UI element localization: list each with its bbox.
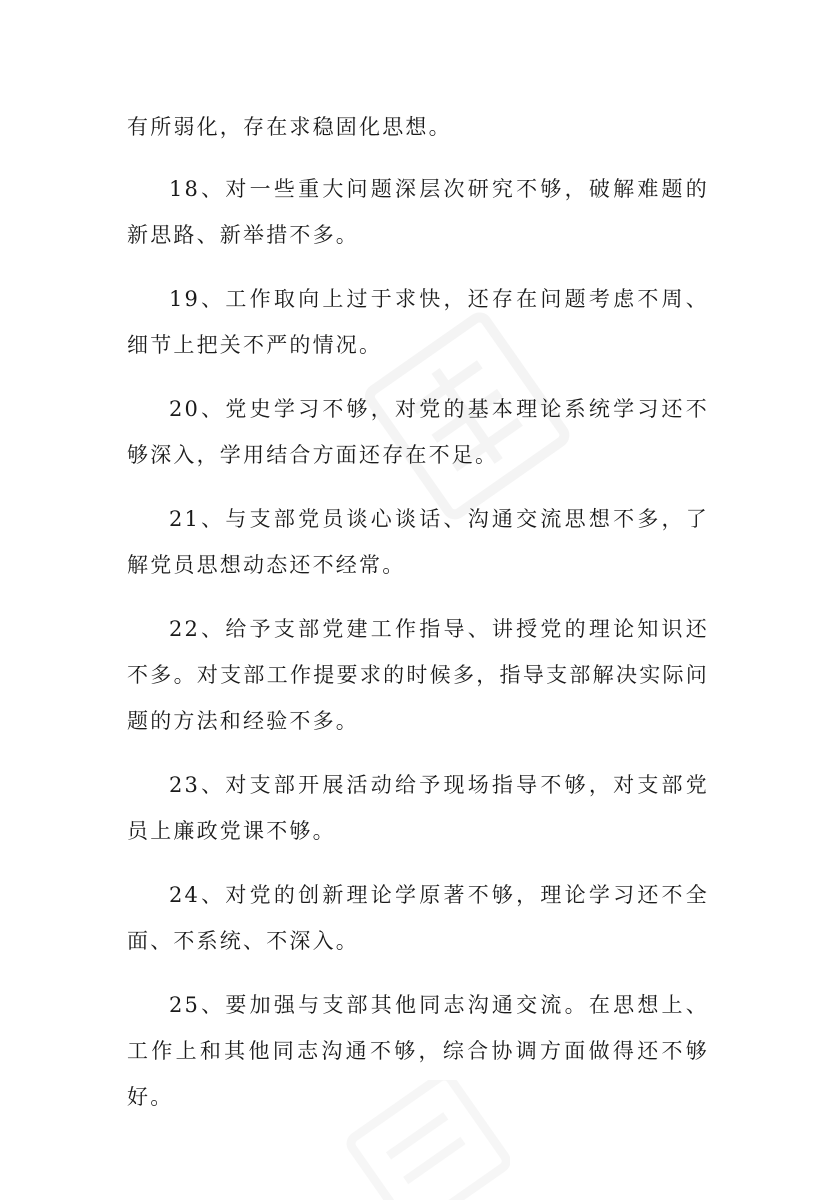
paragraph-item-21: 21、与支部党员谈心谈话、沟通交流思想不多，了解党员思想动态还不经常。 <box>127 507 709 577</box>
paragraph-item-25: 25、要加强与支部其他同志沟通交流。在思想上、工作上和其他同志沟通不够，综合协调方面做得还不够好。 <box>127 993 709 1109</box>
paragraph-item-22: 22、给予支部党建工作指导、讲授党的理论知识还不多。对支部工作提要求的时候多，指导支部解决实际问题的方法和经验不多。 <box>127 617 709 733</box>
paragraph-item-19: 19、工作取向上过于求快，还存在问题考虑不周、细节上把关不严的情况。 <box>127 287 709 357</box>
paragraph-item-23: 23、对支部开展活动给予现场指导不够，对支部党员上廉政党课不够。 <box>127 773 709 843</box>
paragraph-item-20: 20、党史学习不够，对党的基本理论系统学习还不够深入，学用结合方面还存在不足。 <box>127 397 709 467</box>
document-body <box>127 104 709 1138</box>
paragraph-item-18: 18、对一些重大问题深层次研究不够，破解难题的新思路、新举措不多。 <box>127 177 709 247</box>
paragraph-item-24: 24、对党的创新理论学原著不够，理论学习还不全面、不系统、不深入。 <box>127 883 709 953</box>
paragraph-continuation: 有所弱化，存在求稳固化思想。 <box>127 115 452 139</box>
